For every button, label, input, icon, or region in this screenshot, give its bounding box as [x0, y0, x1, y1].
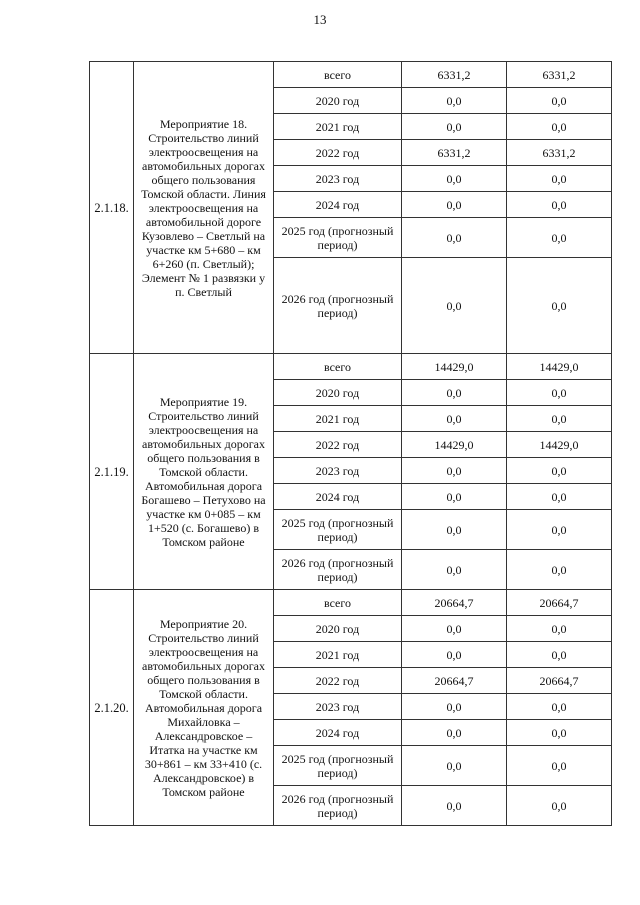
amount-total-cell: 0,0 — [402, 192, 507, 218]
amount-total-cell: 14429,0 — [402, 354, 507, 380]
funding-table — [89, 61, 612, 826]
table-row — [90, 354, 612, 380]
amount-budget-cell: 0,0 — [507, 694, 612, 720]
amount-total-cell: 0,0 — [402, 550, 507, 590]
measure-description: Мероприятие 20. Строительство линий электроосвещения на автомобильных дорогах общего пользования в Томской области. Автомобильная дорога Михайловка – Александровское – Итатка на участке км 30+861 – км 33+410 (с. Александровское) в Томском районе — [134, 590, 274, 826]
amount-total-cell: 6331,2 — [402, 62, 507, 88]
period-cell: 2021 год — [274, 406, 402, 432]
period-cell: всего — [274, 590, 402, 616]
amount-budget-cell: 20664,7 — [507, 590, 612, 616]
amount-budget-cell: 14429,0 — [507, 354, 612, 380]
period-cell: 2023 год — [274, 458, 402, 484]
amount-budget-cell: 0,0 — [507, 720, 612, 746]
amount-total-cell: 0,0 — [402, 642, 507, 668]
period-cell: 2024 год — [274, 192, 402, 218]
period-cell: 2020 год — [274, 380, 402, 406]
amount-budget-cell: 0,0 — [507, 88, 612, 114]
period-cell: 2024 год — [274, 720, 402, 746]
period-cell: 2026 год (прогнозный период) — [274, 258, 402, 354]
period-cell: 2023 год — [274, 166, 402, 192]
period-cell: всего — [274, 354, 402, 380]
amount-total-cell: 14429,0 — [402, 432, 507, 458]
amount-budget-cell: 0,0 — [507, 550, 612, 590]
amount-budget-cell: 0,0 — [507, 166, 612, 192]
period-cell: 2023 год — [274, 694, 402, 720]
amount-total-cell: 0,0 — [402, 720, 507, 746]
period-cell: 2025 год (прогнозный период) — [274, 510, 402, 550]
amount-budget-cell: 0,0 — [507, 192, 612, 218]
amount-total-cell: 0,0 — [402, 88, 507, 114]
amount-total-cell: 0,0 — [402, 114, 507, 140]
table-row — [90, 62, 612, 88]
amount-total-cell: 0,0 — [402, 380, 507, 406]
amount-total-cell: 20664,7 — [402, 590, 507, 616]
period-cell: всего — [274, 62, 402, 88]
amount-total-cell: 0,0 — [402, 166, 507, 192]
period-cell: 2020 год — [274, 88, 402, 114]
period-cell: 2024 год — [274, 484, 402, 510]
period-cell: 2026 год (прогнозный период) — [274, 786, 402, 826]
amount-total-cell: 20664,7 — [402, 668, 507, 694]
period-cell: 2025 год (прогнозный период) — [274, 746, 402, 786]
amount-budget-cell: 0,0 — [507, 484, 612, 510]
table-row — [90, 590, 612, 616]
amount-total-cell: 0,0 — [402, 406, 507, 432]
period-cell: 2021 год — [274, 642, 402, 668]
amount-budget-cell: 0,0 — [507, 616, 612, 642]
period-cell: 2020 год — [274, 616, 402, 642]
amount-total-cell: 0,0 — [402, 484, 507, 510]
amount-total-cell: 0,0 — [402, 458, 507, 484]
amount-budget-cell: 0,0 — [507, 258, 612, 354]
amount-total-cell: 0,0 — [402, 694, 507, 720]
amount-budget-cell: 0,0 — [507, 642, 612, 668]
amount-budget-cell: 0,0 — [507, 218, 612, 258]
amount-total-cell: 0,0 — [402, 746, 507, 786]
amount-budget-cell: 0,0 — [507, 458, 612, 484]
amount-total-cell: 0,0 — [402, 510, 507, 550]
amount-total-cell: 0,0 — [402, 616, 507, 642]
amount-total-cell: 6331,2 — [402, 140, 507, 166]
amount-budget-cell: 0,0 — [507, 746, 612, 786]
amount-budget-cell: 0,0 — [507, 406, 612, 432]
amount-budget-cell: 0,0 — [507, 114, 612, 140]
amount-budget-cell: 14429,0 — [507, 432, 612, 458]
amount-budget-cell: 20664,7 — [507, 668, 612, 694]
measure-description: Мероприятие 18. Строительство линий электроосвещения на автомобильных дорогах общего пользования Томской области. Линия электроосвещения на автомобильной дороге Кузовлево – Светлый на участке км 5+680 – км 6+260 (п. Светлый); Элемент № 1 развязки у п. Светлый — [134, 62, 274, 354]
measure-description: Мероприятие 19. Строительство линий электроосвещения на автомобильных дорогах общего пользования в Томской области. Автомобильная дорога Богашево – Петухово на участке км 0+085 – км 1+520 (с. Богашево) в Томском районе — [134, 354, 274, 590]
amount-budget-cell: 0,0 — [507, 510, 612, 550]
period-cell: 2022 год — [274, 668, 402, 694]
period-cell: 2022 год — [274, 140, 402, 166]
amount-budget-cell: 0,0 — [507, 380, 612, 406]
measure-code: 2.1.20. — [90, 590, 134, 826]
period-cell: 2022 год — [274, 432, 402, 458]
amount-total-cell: 0,0 — [402, 258, 507, 354]
amount-budget-cell: 6331,2 — [507, 140, 612, 166]
amount-total-cell: 0,0 — [402, 786, 507, 826]
measure-code: 2.1.18. — [90, 62, 134, 354]
period-cell: 2026 год (прогнозный период) — [274, 550, 402, 590]
amount-total-cell: 0,0 — [402, 218, 507, 258]
amount-budget-cell: 6331,2 — [507, 62, 612, 88]
page-number: 13 — [313, 12, 327, 27]
measure-code: 2.1.19. — [90, 354, 134, 590]
period-cell: 2021 год — [274, 114, 402, 140]
amount-budget-cell: 0,0 — [507, 786, 612, 826]
period-cell: 2025 год (прогнозный период) — [274, 218, 402, 258]
